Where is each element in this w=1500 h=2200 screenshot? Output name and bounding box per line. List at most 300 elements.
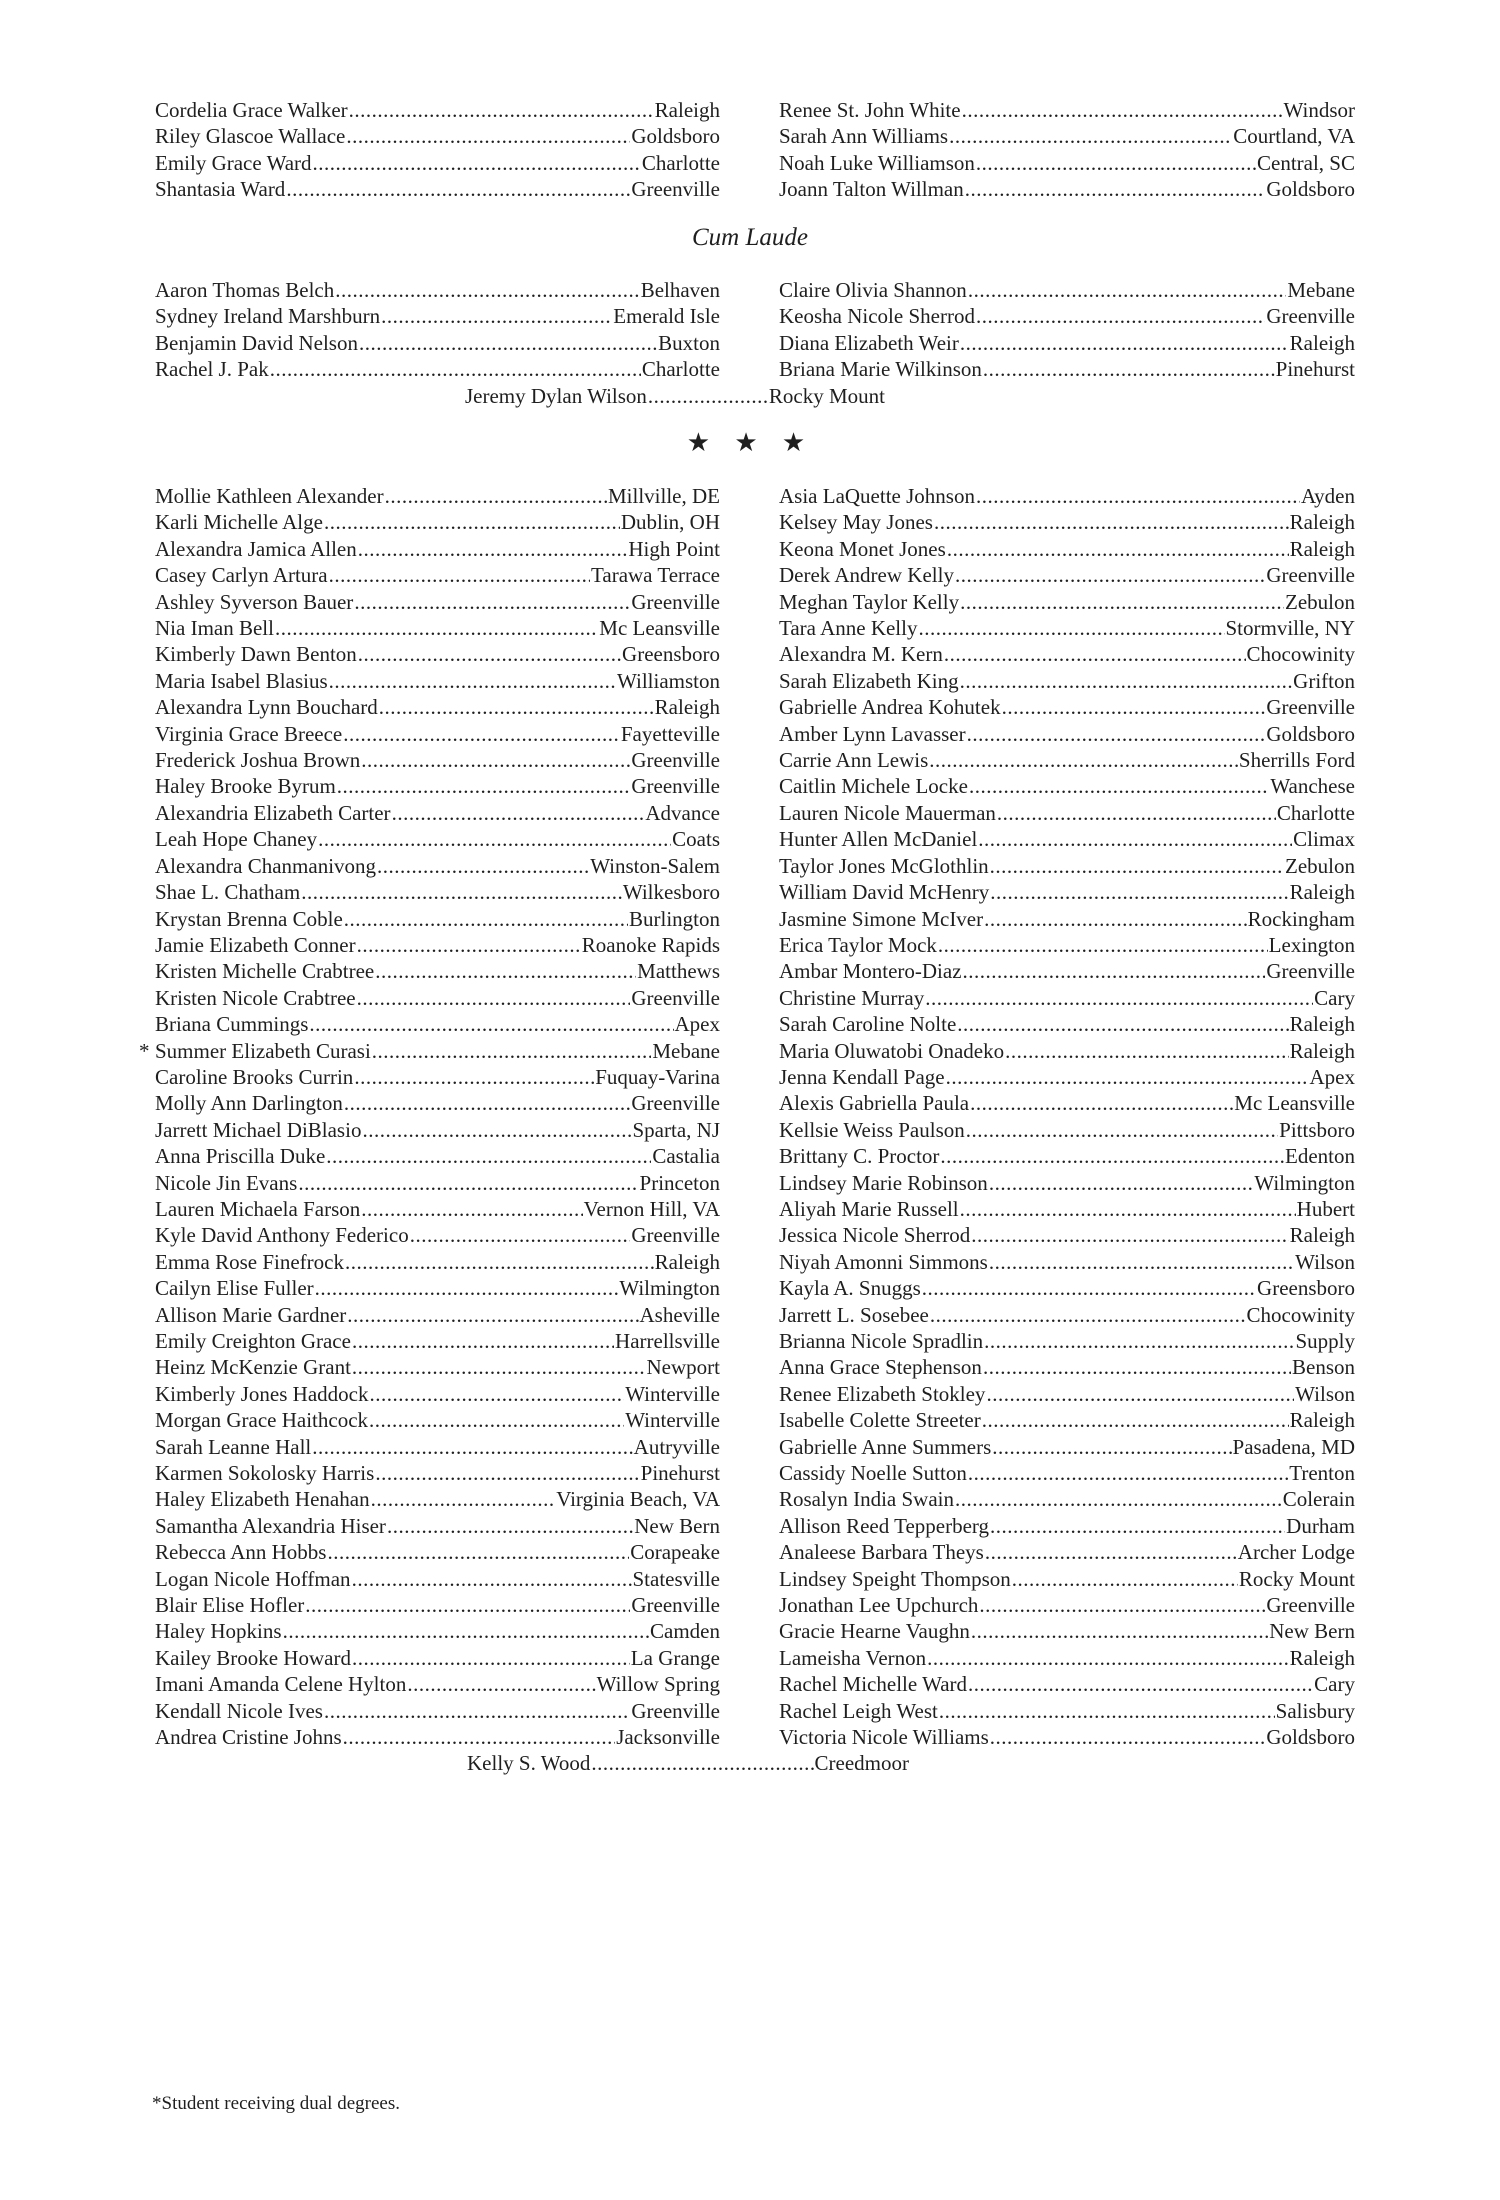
- graduate-hometown: Charlotte: [1276, 800, 1355, 825]
- graduate-name: Maria Isabel Blasius: [155, 668, 328, 693]
- graduate-row: [155, 1170, 720, 1196]
- graduate-row: [155, 1592, 720, 1618]
- graduate-name: Jarrett Michael DiBlasio: [155, 1117, 362, 1142]
- graduate-name: Kendall Nicole Ives: [155, 1698, 323, 1723]
- graduate-name: Lauren Nicole Mauerman: [779, 800, 996, 825]
- graduate-name: Lameisha Vernon: [779, 1645, 927, 1670]
- graduate-row: [155, 879, 720, 905]
- leader-dots: [990, 879, 1288, 905]
- graduate-row: [155, 176, 720, 202]
- graduate-name: Aliyah Marie Russell: [779, 1196, 959, 1221]
- graduate-name: Logan Nicole Hoffman: [155, 1566, 351, 1591]
- leader-dots: [963, 958, 1266, 984]
- graduate-row: [779, 150, 1355, 176]
- graduate-hometown: Newport: [646, 1355, 720, 1380]
- graduate-row: [779, 1566, 1355, 1592]
- leader-dots: [949, 123, 1232, 149]
- leader-dots: [955, 562, 1265, 588]
- graduate-hometown: Goldsboro: [1266, 177, 1355, 202]
- main-left-column: [139, 483, 720, 1751]
- graduate-row: [155, 509, 720, 535]
- leader-dots: [947, 536, 1289, 562]
- leader-dots: [976, 303, 1265, 329]
- graduate-row: [779, 668, 1355, 694]
- graduate-row: [779, 589, 1355, 615]
- graduate-name: Derek Andrew Kelly: [779, 563, 954, 588]
- graduate-hometown: Virginia Beach, VA: [556, 1487, 720, 1512]
- leader-dots: [970, 1090, 1233, 1116]
- graduate-row: [155, 853, 720, 879]
- graduate-hometown: Sherrills Ford: [1238, 748, 1355, 773]
- graduate-row: [155, 1354, 720, 1380]
- leader-dots: [1012, 1566, 1238, 1592]
- graduate-row: [155, 1328, 720, 1354]
- graduate-name: Karli Michelle Alge: [155, 510, 323, 535]
- graduate-name: Meghan Taylor Kelly: [779, 589, 960, 614]
- graduate-hometown: Raleigh: [1289, 510, 1355, 535]
- graduate-row: [155, 747, 720, 773]
- graduate-hometown: Durham: [1286, 1513, 1355, 1538]
- graduate-hometown: Fuquay-Varina: [595, 1064, 720, 1089]
- graduate-hometown: Greenville: [1266, 563, 1355, 588]
- graduate-hometown: Rockingham: [1247, 906, 1355, 931]
- graduate-row: [155, 668, 720, 694]
- graduate-hometown: Greenville: [631, 985, 720, 1010]
- graduate-hometown: Winston-Salem: [590, 853, 720, 878]
- graduate-name: Emily Creighton Grace: [155, 1329, 351, 1353]
- leader-dots: [381, 303, 612, 329]
- graduate-row: [779, 906, 1355, 932]
- graduate-row: [155, 826, 720, 852]
- graduate-name: Cordelia Grace Walker: [155, 98, 348, 122]
- graduate-hometown: Salisbury: [1275, 1698, 1355, 1723]
- leader-dots: [962, 97, 1283, 123]
- graduate-name: Ashley Syverson Bauer: [155, 589, 354, 614]
- leader-dots: [298, 1170, 638, 1196]
- graduate-hometown: Greenville: [1266, 695, 1355, 720]
- graduate-hometown: Chocowinity: [1246, 642, 1355, 667]
- graduate-hometown: Greenville: [631, 1698, 720, 1723]
- graduate-name: Lindsey Speight Thompson: [779, 1566, 1011, 1591]
- leader-dots: [354, 589, 630, 615]
- graduate-hometown: Corapeake: [630, 1540, 720, 1565]
- graduate-name: Cailyn Elise Fuller: [155, 1276, 314, 1301]
- graduate-hometown: Charlotte: [641, 150, 720, 175]
- leader-dots: [407, 1671, 595, 1697]
- graduate-row: [779, 1592, 1355, 1618]
- leader-dots: [922, 1275, 1256, 1301]
- graduate-row: [155, 483, 720, 509]
- graduate-name: Haley Hopkins: [155, 1619, 282, 1644]
- graduate-row: [779, 826, 1355, 852]
- graduate-name: Emily Grace Ward: [155, 150, 312, 175]
- graduate-row: [155, 1064, 720, 1090]
- graduate-name: Summer Elizabeth Curasi: [155, 1038, 371, 1063]
- graduate-row: [155, 150, 720, 176]
- graduate-name: Renee St. John White: [779, 98, 961, 122]
- leader-dots: [968, 1460, 1288, 1486]
- leader-dots: [968, 1671, 1313, 1697]
- graduate-hometown: Goldsboro: [1266, 721, 1355, 746]
- leader-dots: [352, 1645, 630, 1671]
- graduate-hometown: High Point: [628, 536, 720, 561]
- graduate-name: Heinz McKenzie Grant: [155, 1355, 351, 1380]
- graduate-row: [155, 932, 720, 958]
- graduate-row: [779, 932, 1355, 958]
- graduate-row: [779, 694, 1355, 720]
- graduate-hometown: Pinehurst: [640, 1461, 720, 1486]
- graduate-row: [779, 1407, 1355, 1433]
- leader-dots: [343, 721, 620, 747]
- graduate-name: Rachel J. Pak: [155, 357, 269, 382]
- graduate-row: [779, 1011, 1355, 1037]
- graduate-name: Casey Carlyn Artura: [155, 563, 328, 588]
- leader-dots: [965, 176, 1266, 202]
- leader-dots: [385, 483, 607, 509]
- graduate-hometown: Advance: [645, 800, 720, 825]
- graduate-name: Alexandra M. Kern: [779, 642, 943, 667]
- graduate-hometown: Raleigh: [1289, 536, 1355, 561]
- graduate-row: [155, 1090, 720, 1116]
- leader-dots: [352, 1328, 614, 1354]
- graduate-name: Leah Hope Chaney: [155, 827, 318, 852]
- graduate-row: [779, 615, 1355, 641]
- graduate-name: Analeese Barbara Theys: [779, 1540, 984, 1565]
- graduate-name: Lindsey Marie Robinson: [779, 1170, 988, 1195]
- graduate-name: Kellsie Weiss Paulson: [779, 1117, 965, 1142]
- graduate-row: [779, 1170, 1355, 1196]
- graduate-name: Rebecca Ann Hobbs: [155, 1540, 327, 1565]
- graduate-hometown: New Bern: [634, 1513, 720, 1538]
- main-right-column: [779, 483, 1355, 1751]
- footnote: *Student receiving dual degrees.: [152, 2093, 400, 2114]
- graduate-hometown: Greenville: [631, 748, 720, 773]
- graduate-row: [155, 123, 720, 149]
- graduate-hometown: Courtland, VA: [1233, 124, 1355, 149]
- graduate-hometown: Greenville: [1266, 959, 1355, 984]
- graduate-hometown: Matthews: [637, 959, 720, 984]
- graduate-name: Niyah Amonni Simmons: [779, 1249, 988, 1274]
- leader-dots: [982, 1407, 1289, 1433]
- graduate-name: Alexis Gabriella Paula: [779, 1091, 970, 1116]
- graduate-row: [155, 1539, 720, 1565]
- leader-dots: [301, 879, 622, 905]
- leader-dots: [344, 1090, 631, 1116]
- leader-dots: [939, 1698, 1275, 1724]
- graduate-hometown: Mebane: [652, 1038, 720, 1063]
- leader-dots: [283, 1618, 649, 1644]
- graduate-hometown: Hubert: [1296, 1196, 1355, 1221]
- leader-dots: [312, 1434, 632, 1460]
- top-right-column: [779, 97, 1355, 203]
- graduate-row: [155, 1381, 720, 1407]
- graduate-hometown: Greenville: [1266, 1593, 1355, 1618]
- graduate-row: [779, 1328, 1355, 1354]
- graduate-row: [155, 1671, 720, 1697]
- graduate-hometown: Apex: [1309, 1064, 1355, 1089]
- graduate-hometown: Greenville: [1266, 304, 1355, 329]
- graduate-row: [779, 800, 1355, 826]
- graduate-hometown: New Bern: [1269, 1619, 1355, 1644]
- top-left-column: [155, 97, 720, 203]
- leader-dots: [1005, 1038, 1289, 1064]
- graduate-row: [779, 1618, 1355, 1644]
- graduate-row: [155, 1618, 720, 1644]
- graduate-hometown: Wilson: [1295, 1249, 1355, 1274]
- star-divider: ★ ★ ★: [686, 428, 814, 458]
- graduate-name: Alexandria Elizabeth Carter: [155, 800, 391, 825]
- graduate-name: Taylor Jones McGlothlin: [779, 853, 989, 878]
- graduate-hometown: Benson: [1292, 1355, 1355, 1380]
- graduate-row: [779, 1434, 1355, 1460]
- leader-dots: [362, 1117, 631, 1143]
- graduate-row: [155, 1196, 720, 1222]
- graduate-name: Keona Monet Jones: [779, 536, 946, 561]
- graduate-row: [139, 1038, 720, 1064]
- graduate-hometown: Greensboro: [622, 642, 720, 667]
- graduate-name: Keosha Nicole Sherrod: [779, 304, 975, 329]
- graduate-name: Rosalyn India Swain: [779, 1487, 954, 1512]
- graduate-name: Kayla A. Snuggs: [779, 1276, 921, 1301]
- graduate-row: [779, 1064, 1355, 1090]
- graduate-hometown: Raleigh: [1289, 330, 1355, 355]
- graduate-hometown: Greenville: [631, 177, 720, 202]
- graduate-hometown: Grifton: [1293, 668, 1355, 693]
- graduate-hometown: Mc Leansville: [1234, 1091, 1355, 1116]
- graduate-row: [779, 1222, 1355, 1248]
- leader-dots: [410, 1222, 631, 1248]
- leader-dots: [986, 1381, 1294, 1407]
- graduate-row: [779, 1249, 1355, 1275]
- graduate-name: Hunter Allen McDaniel: [779, 827, 978, 852]
- graduate-hometown: Greenville: [631, 1091, 720, 1116]
- leader-dots: [983, 356, 1275, 382]
- graduate-row: [779, 853, 1355, 879]
- leader-dots: [967, 721, 1266, 747]
- graduate-hometown: Mebane: [1287, 278, 1355, 302]
- graduate-name: Allison Reed Tepperberg: [779, 1513, 990, 1538]
- graduate-row: [779, 1354, 1355, 1380]
- graduate-row: [155, 958, 720, 984]
- graduate-name: Sarah Ann Williams: [779, 124, 949, 149]
- graduate-row: [155, 800, 720, 826]
- graduate-hometown: Apex: [674, 1012, 720, 1037]
- graduate-hometown: Archer Lodge: [1237, 1540, 1355, 1565]
- graduate-name: Sarah Elizabeth King: [779, 668, 959, 693]
- graduate-name: Jarrett L. Sosebee: [779, 1302, 929, 1327]
- graduate-hometown: Camden: [650, 1619, 720, 1644]
- leader-dots: [960, 668, 1293, 694]
- graduate-row: [155, 985, 720, 1011]
- cum-laude-heading: Cum Laude: [692, 224, 808, 251]
- graduate-hometown: Wanchese: [1270, 774, 1355, 799]
- graduate-name: Blair Elise Hofler: [155, 1593, 305, 1618]
- graduate-name: Gabrielle Anne Summers: [779, 1434, 992, 1459]
- graduate-hometown: Wilmington: [619, 1276, 720, 1301]
- graduate-name: Sydney Ireland Marshburn: [155, 304, 381, 329]
- graduate-name: Karmen Sokolosky Harris: [155, 1461, 375, 1486]
- graduate-name: Kimberly Dawn Benton: [155, 642, 357, 667]
- leader-dots: [960, 1196, 1296, 1222]
- leader-dots: [375, 958, 636, 984]
- graduate-name: Jamie Elizabeth Conner: [155, 932, 356, 957]
- graduate-row: [779, 483, 1355, 509]
- graduate-hometown: Lexington: [1268, 932, 1355, 957]
- leader-dots: [335, 277, 639, 303]
- leader-dots: [938, 932, 1268, 958]
- leader-dots: [990, 1724, 1266, 1750]
- leader-dots: [929, 747, 1238, 773]
- graduate-hometown: Castalia: [652, 1144, 720, 1169]
- graduate-row: [779, 1275, 1355, 1301]
- graduate-hometown: Greensboro: [1257, 1276, 1355, 1301]
- graduate-hometown: La Grange: [630, 1645, 720, 1670]
- graduate-name: Virginia Grace Breece: [155, 721, 343, 746]
- graduate-row: [155, 721, 720, 747]
- graduate-name: Sarah Caroline Nolte: [779, 1012, 957, 1037]
- graduate-hometown: Pittsboro: [1279, 1117, 1355, 1142]
- graduate-name: Samantha Alexandria Hiser: [155, 1513, 386, 1538]
- graduate-hometown: Charlotte: [641, 357, 720, 382]
- graduate-name: Lauren Michaela Farson: [155, 1196, 361, 1221]
- leader-dots: [349, 97, 654, 123]
- graduate-name: Anna Grace Stephenson: [779, 1355, 982, 1380]
- graduate-hometown: Harrellsville: [615, 1329, 720, 1353]
- graduate-hometown: Raleigh: [1289, 1645, 1355, 1670]
- leader-dots: [275, 615, 598, 641]
- graduate-hometown: Jacksonville: [616, 1725, 720, 1750]
- graduate-hometown: Dublin, OH: [620, 510, 720, 535]
- leader-dots: [358, 641, 621, 667]
- graduate-row: [155, 1222, 720, 1248]
- graduate-row: [779, 721, 1355, 747]
- graduate-name: Briana Marie Wilkinson: [779, 357, 982, 382]
- leader-dots: [985, 1539, 1237, 1565]
- graduate-row: [155, 615, 720, 641]
- graduate-row: [779, 509, 1355, 535]
- graduate-row: [155, 330, 720, 356]
- leader-dots: [357, 985, 631, 1011]
- graduate-row: [779, 330, 1355, 356]
- graduate-hometown: Asheville: [639, 1302, 720, 1327]
- graduate-hometown: Raleigh: [1289, 1038, 1355, 1063]
- graduate-hometown: Cary: [1314, 985, 1355, 1010]
- graduate-hometown: Millville, DE: [608, 484, 720, 508]
- graduate-row: [155, 1645, 720, 1671]
- graduate-hometown: Statesville: [632, 1566, 720, 1591]
- leader-dots: [976, 483, 1300, 509]
- leader-dots: [979, 1592, 1265, 1618]
- graduate-hometown: Creedmoor: [814, 1751, 909, 1776]
- graduate-name: Alexandra Jamica Allen: [155, 536, 357, 561]
- graduate-name: Victoria Nicole Williams: [779, 1725, 989, 1750]
- leader-dots: [983, 1354, 1291, 1380]
- graduate-row: [779, 985, 1355, 1011]
- graduate-row: [779, 1038, 1355, 1064]
- graduate-row: [779, 277, 1355, 303]
- graduate-name: Maria Oluwatobi Onadeko: [779, 1038, 1005, 1063]
- leader-dots: [940, 1143, 1284, 1169]
- leader-dots: [352, 1354, 646, 1380]
- graduate-row: [155, 1698, 720, 1724]
- graduate-name: Alexandra Chanmanivong: [155, 853, 377, 878]
- graduate-row: [779, 562, 1355, 588]
- cum-laude-left-column: [155, 277, 720, 383]
- leader-dots: [989, 1170, 1254, 1196]
- leader-dots: [971, 1618, 1268, 1644]
- graduate-name: Isabelle Colette Streeter: [779, 1408, 981, 1433]
- graduate-hometown: Williamston: [617, 668, 720, 693]
- leader-dots: [318, 826, 671, 852]
- leader-dots: [329, 562, 590, 588]
- graduate-row: [155, 97, 720, 123]
- leader-dots: [971, 1222, 1288, 1248]
- leader-dots: [591, 1750, 813, 1776]
- graduate-hometown: Rocky Mount: [768, 383, 885, 408]
- graduate-name: Kimberly Jones Haddock: [155, 1381, 369, 1406]
- graduate-name: Imani Amanda Celene Hylton: [155, 1672, 407, 1697]
- leader-dots: [976, 150, 1256, 176]
- leader-dots: [934, 509, 1289, 535]
- leader-dots: [359, 330, 657, 356]
- graduate-name: William David McHenry: [779, 880, 990, 905]
- leader-dots: [305, 1592, 630, 1618]
- leader-dots: [337, 773, 631, 799]
- graduate-row: [779, 1724, 1355, 1750]
- leader-dots: [313, 150, 641, 176]
- graduate-name: Nicole Jin Evans: [155, 1170, 298, 1195]
- graduate-row: [779, 1117, 1355, 1143]
- graduate-name: Brittany C. Proctor: [779, 1144, 940, 1169]
- graduate-name: Asia LaQuette Johnson: [779, 484, 975, 508]
- graduate-hometown: Mc Leansville: [599, 616, 720, 641]
- leader-dots: [1002, 694, 1266, 720]
- graduate-name: Kailey Brooke Howard: [155, 1645, 351, 1670]
- graduate-row: [779, 1143, 1355, 1169]
- leader-dots: [930, 1302, 1246, 1328]
- graduate-row: [779, 356, 1355, 382]
- graduate-hometown: Raleigh: [654, 695, 720, 720]
- leader-dots: [372, 1038, 652, 1064]
- graduate-name: Erica Taylor Mock: [779, 932, 937, 957]
- graduate-name: Jessica Nicole Sherrod: [779, 1223, 971, 1248]
- leader-dots: [315, 1275, 619, 1301]
- graduate-hometown: Burlington: [628, 906, 720, 931]
- graduate-hometown: Stormville, NY: [1225, 616, 1355, 641]
- cum-laude-right-column: [779, 277, 1355, 383]
- graduate-row: [779, 176, 1355, 202]
- graduate-name: Carrie Ann Lewis: [779, 748, 929, 773]
- leader-dots: [347, 1302, 638, 1328]
- graduate-row: [155, 1513, 720, 1539]
- leader-dots: [992, 1434, 1231, 1460]
- graduate-hometown: Zebulon: [1285, 853, 1355, 878]
- leader-dots: [387, 1513, 633, 1539]
- main-center-row: [467, 1750, 909, 1776]
- graduate-name: Christine Murray: [779, 985, 925, 1010]
- graduate-row: [155, 1407, 720, 1433]
- graduate-hometown: Zebulon: [1285, 589, 1355, 614]
- graduate-row: [155, 1249, 720, 1275]
- graduate-row: [155, 906, 720, 932]
- graduate-row: [155, 562, 720, 588]
- graduate-name: Ambar Montero-Diaz: [779, 959, 962, 984]
- graduate-name: Mollie Kathleen Alexander: [155, 484, 384, 508]
- graduate-hometown: Vernon Hill, VA: [583, 1196, 720, 1221]
- graduate-hometown: Raleigh: [654, 98, 720, 122]
- leader-dots: [927, 1645, 1289, 1671]
- graduate-row: [779, 1698, 1355, 1724]
